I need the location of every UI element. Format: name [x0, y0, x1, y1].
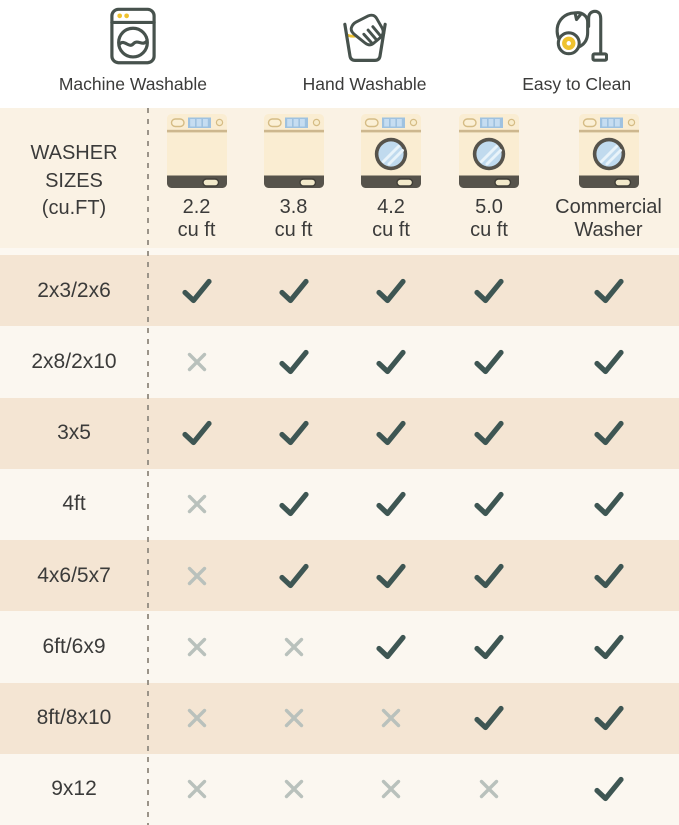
mark-cell — [342, 540, 440, 611]
check-icon — [590, 770, 628, 808]
mark-cell — [245, 540, 342, 611]
rug-size-label: 3x5 — [57, 421, 91, 445]
washer-size-table — [0, 108, 679, 825]
check-icon — [275, 414, 313, 452]
mark-cell — [245, 611, 342, 682]
column-header — [148, 108, 245, 255]
check-icon — [275, 557, 313, 595]
mark-cell — [245, 398, 342, 469]
column-size-label-top: 5.0 — [475, 195, 503, 218]
care-legend — [0, 0, 679, 108]
table-row — [0, 754, 679, 825]
check-icon — [372, 557, 410, 595]
column-size-label-top: 2.2 — [182, 195, 211, 218]
mark-cell — [538, 540, 679, 611]
check-icon — [372, 414, 410, 452]
rug-size-label: 8ft/8x10 — [36, 706, 112, 730]
column-header — [440, 108, 538, 255]
corner-header-line: (cu.FT) — [41, 197, 107, 220]
mark-cell — [538, 611, 679, 682]
check-icon — [470, 557, 508, 595]
column-size-label-top: 4.2 — [377, 195, 405, 218]
column-header — [538, 108, 679, 255]
mark-cell — [342, 683, 440, 754]
mark-cell — [148, 398, 245, 469]
check-icon — [372, 343, 410, 381]
mark-cell — [538, 398, 679, 469]
rug-size-label: 6ft/6x9 — [42, 634, 106, 658]
check-icon — [372, 272, 410, 310]
legend-label: Machine Washable — [58, 74, 208, 94]
mark-cell — [148, 540, 245, 611]
cross-icon — [376, 774, 406, 804]
front-load-washer-icon — [578, 113, 640, 189]
mark-cell — [148, 469, 245, 540]
mark-cell — [538, 754, 679, 825]
column-size-label-bottom: cu ft — [274, 219, 313, 242]
column-size-label-bottom: cu ft — [470, 219, 508, 242]
mark-cell — [148, 611, 245, 682]
legend-label: Hand Washable — [302, 74, 427, 94]
mark-cell — [148, 683, 245, 754]
front-load-washer-icon — [458, 113, 520, 189]
table-row — [0, 326, 679, 397]
top-load-washer-icon — [263, 113, 325, 189]
mark-cell — [148, 255, 245, 326]
check-icon — [470, 485, 508, 523]
mark-cell — [245, 683, 342, 754]
check-icon — [590, 699, 628, 737]
mark-cell — [342, 255, 440, 326]
mark-cell — [440, 255, 538, 326]
table-row — [0, 611, 679, 682]
check-icon — [590, 628, 628, 666]
washing-machine-icon — [103, 4, 163, 68]
column-size-label-bottom: cu ft — [177, 219, 216, 242]
mark-cell — [538, 326, 679, 397]
mark-cell — [342, 469, 440, 540]
rug-size-label: 4ft — [62, 492, 86, 516]
column-size-label-bottom: Washer — [574, 219, 643, 242]
check-icon — [470, 343, 508, 381]
table-header-row — [0, 108, 679, 255]
mark-cell — [440, 683, 538, 754]
mark-cell — [245, 754, 342, 825]
mark-cell — [440, 326, 538, 397]
mark-cell — [342, 754, 440, 825]
mark-cell — [538, 255, 679, 326]
check-icon — [470, 628, 508, 666]
cross-icon — [182, 347, 212, 377]
column-size-label-top: Commercial — [555, 195, 662, 218]
check-icon — [178, 414, 216, 452]
cross-icon — [279, 703, 309, 733]
dashed-divider — [147, 108, 149, 825]
cross-icon — [182, 632, 212, 662]
mark-cell — [538, 683, 679, 754]
table-row — [0, 469, 679, 540]
table-corner-header — [0, 108, 148, 255]
mark-cell — [342, 611, 440, 682]
check-icon — [372, 485, 410, 523]
legend-item — [59, 4, 207, 95]
rug-size-label: 2x3/2x6 — [37, 278, 111, 302]
table-row — [0, 683, 679, 754]
check-icon — [590, 414, 628, 452]
column-size-label-bottom: cu ft — [372, 219, 410, 242]
top-load-washer-icon — [166, 113, 228, 189]
column-header — [245, 108, 342, 255]
mark-cell — [245, 326, 342, 397]
front-load-washer-icon — [360, 113, 422, 189]
cross-icon — [182, 561, 212, 591]
cross-icon — [182, 489, 212, 519]
legend-item — [522, 4, 631, 95]
table-row — [0, 540, 679, 611]
check-icon — [470, 272, 508, 310]
check-icon — [590, 557, 628, 595]
vacuum-icon — [546, 4, 608, 68]
corner-header-line: SIZES — [45, 169, 103, 192]
mark-cell — [245, 469, 342, 540]
mark-cell — [440, 398, 538, 469]
mark-cell — [342, 398, 440, 469]
legend-label: Easy to Clean — [522, 74, 632, 94]
mark-cell — [440, 754, 538, 825]
check-icon — [590, 485, 628, 523]
check-icon — [178, 272, 216, 310]
mark-cell — [538, 469, 679, 540]
cross-icon — [182, 774, 212, 804]
mark-cell — [245, 255, 342, 326]
mark-cell — [148, 754, 245, 825]
rug-size-label: 2x8/2x10 — [31, 349, 117, 373]
rug-size-label: 4x6/5x7 — [37, 563, 111, 587]
check-icon — [470, 699, 508, 737]
check-icon — [372, 628, 410, 666]
mark-cell — [440, 540, 538, 611]
mark-cell — [440, 611, 538, 682]
corner-header-line: WASHER — [30, 142, 118, 165]
cross-icon — [182, 703, 212, 733]
check-icon — [275, 485, 313, 523]
check-icon — [275, 272, 313, 310]
legend-item — [303, 4, 427, 95]
check-icon — [590, 272, 628, 310]
hand-wash-icon — [335, 4, 395, 68]
cross-icon — [279, 632, 309, 662]
table-row — [0, 255, 679, 326]
check-icon — [275, 343, 313, 381]
rug-size-label: 9x12 — [51, 777, 97, 801]
mark-cell — [148, 326, 245, 397]
mark-cell — [440, 469, 538, 540]
cross-icon — [474, 774, 504, 804]
cross-icon — [376, 703, 406, 733]
check-icon — [470, 414, 508, 452]
mark-cell — [342, 326, 440, 397]
table-row — [0, 398, 679, 469]
cross-icon — [279, 774, 309, 804]
column-size-label-top: 3.8 — [279, 195, 308, 218]
column-header — [342, 108, 440, 255]
check-icon — [590, 343, 628, 381]
